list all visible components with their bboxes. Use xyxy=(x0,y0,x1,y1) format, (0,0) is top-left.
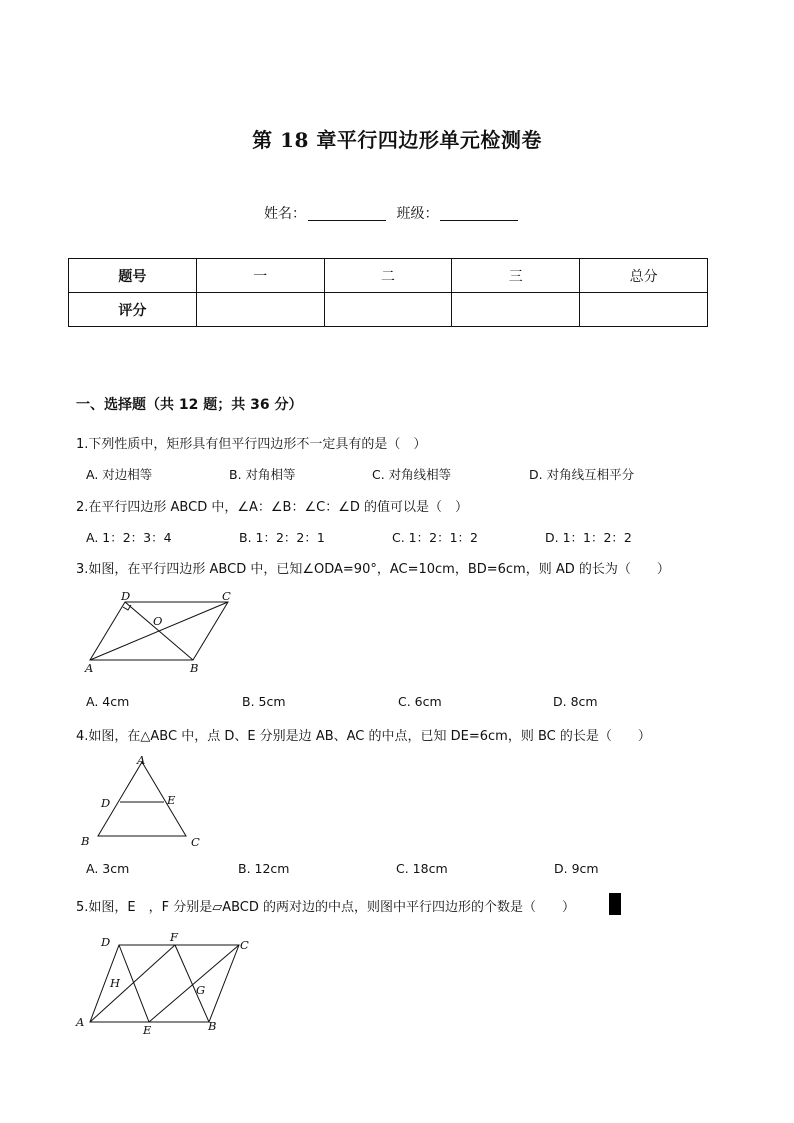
segment-de xyxy=(119,945,149,1022)
score-table-header-row xyxy=(69,259,708,293)
class-blank[interactable] xyxy=(440,206,518,221)
option-c: C. 18cm xyxy=(396,861,448,876)
question-stem: 1.下列性质中，矩形具有但平行四边形不一定具有的是（ ） xyxy=(76,437,427,452)
label-b: B xyxy=(190,661,199,675)
score-table-row xyxy=(69,293,708,327)
option-d: D. 1：1：2：2 xyxy=(545,530,632,545)
option-a: A. 4cm xyxy=(86,694,130,709)
name-blank[interactable] xyxy=(308,206,386,221)
page-title: 第 18 章平行四边形单元检测卷 xyxy=(252,128,542,152)
score-cell[interactable] xyxy=(324,293,452,327)
option-b: B. 1：2：2：1 xyxy=(239,530,325,545)
parallelogram-midpoints-figure xyxy=(70,928,260,1040)
label-e: E xyxy=(167,793,176,807)
option-a: A. 3cm xyxy=(86,861,130,876)
option-b: B. 5cm xyxy=(242,694,286,709)
label-h: H xyxy=(110,976,121,990)
option-a: A. 对边相等 xyxy=(86,467,153,482)
option-a: A. 1：2：3：4 xyxy=(86,530,172,545)
label-c: C xyxy=(222,590,231,603)
score-cell[interactable] xyxy=(452,293,580,327)
label-a: A xyxy=(137,753,146,767)
section-heading: 一、选择题（共 12 题；共 36 分） xyxy=(76,397,303,413)
option-c: C. 对角线相等 xyxy=(372,467,452,482)
question-stem: 2.在平行四边形 ABCD 中，∠A：∠B：∠C：∠D 的值可以是（ ） xyxy=(76,500,468,515)
label-o: O xyxy=(153,614,163,628)
label-b: B xyxy=(208,1019,217,1033)
label-a: A xyxy=(85,661,94,675)
question-stem: 3.如图，在平行四边形 ABCD 中，已知∠ODA=90°，AC=10cm，BD=6cm，则 AD 的长为（ ） xyxy=(76,562,670,577)
student-info xyxy=(264,203,524,223)
label-d: D xyxy=(101,935,111,949)
label-d: D xyxy=(121,590,131,603)
score-header-cell: 一 xyxy=(196,259,324,293)
option-c: C. 1：2：1：2 xyxy=(392,530,478,545)
label-a: A xyxy=(76,1015,85,1029)
label-b: B xyxy=(81,834,90,848)
score-table xyxy=(68,258,708,327)
question-stem: 4.如图，在△ABC 中，点 D、E 分别是边 AB、AC 的中点，已知 DE=6cm，则 BC 的长是（ ） xyxy=(76,729,651,744)
label-g: G xyxy=(196,983,206,997)
redaction-block xyxy=(609,893,621,915)
name-label: 姓名： xyxy=(264,206,306,222)
option-b: B. 对角相等 xyxy=(229,467,296,482)
score-header-cell: 二 xyxy=(324,259,452,293)
label-c: C xyxy=(240,938,249,952)
score-cell[interactable] xyxy=(580,293,708,327)
question-stem: 5.如图，E ，F 分别是▱ABCD 的两对边的中点，则图中平行四边形的个数是（ ） xyxy=(76,900,576,915)
score-header-cell: 题号 xyxy=(69,259,197,293)
label-c: C xyxy=(191,835,200,849)
triangle-figure xyxy=(74,752,214,852)
score-row-label: 评分 xyxy=(69,293,197,327)
label-e: E xyxy=(143,1023,152,1037)
class-label: 班级： xyxy=(396,206,439,222)
option-b: B. 12cm xyxy=(238,861,290,876)
option-c: C. 6cm xyxy=(398,694,442,709)
score-cell[interactable] xyxy=(196,293,324,327)
label-f: F xyxy=(170,930,178,944)
label-d: D xyxy=(101,796,111,810)
option-d: D. 对角线互相平分 xyxy=(529,467,635,482)
parallelogram-figure xyxy=(78,590,248,680)
option-d: D. 9cm xyxy=(554,861,599,876)
diagonal-bd xyxy=(125,602,193,660)
option-d: D. 8cm xyxy=(553,694,598,709)
score-header-cell: 三 xyxy=(452,259,580,293)
score-header-cell: 总分 xyxy=(580,259,708,293)
